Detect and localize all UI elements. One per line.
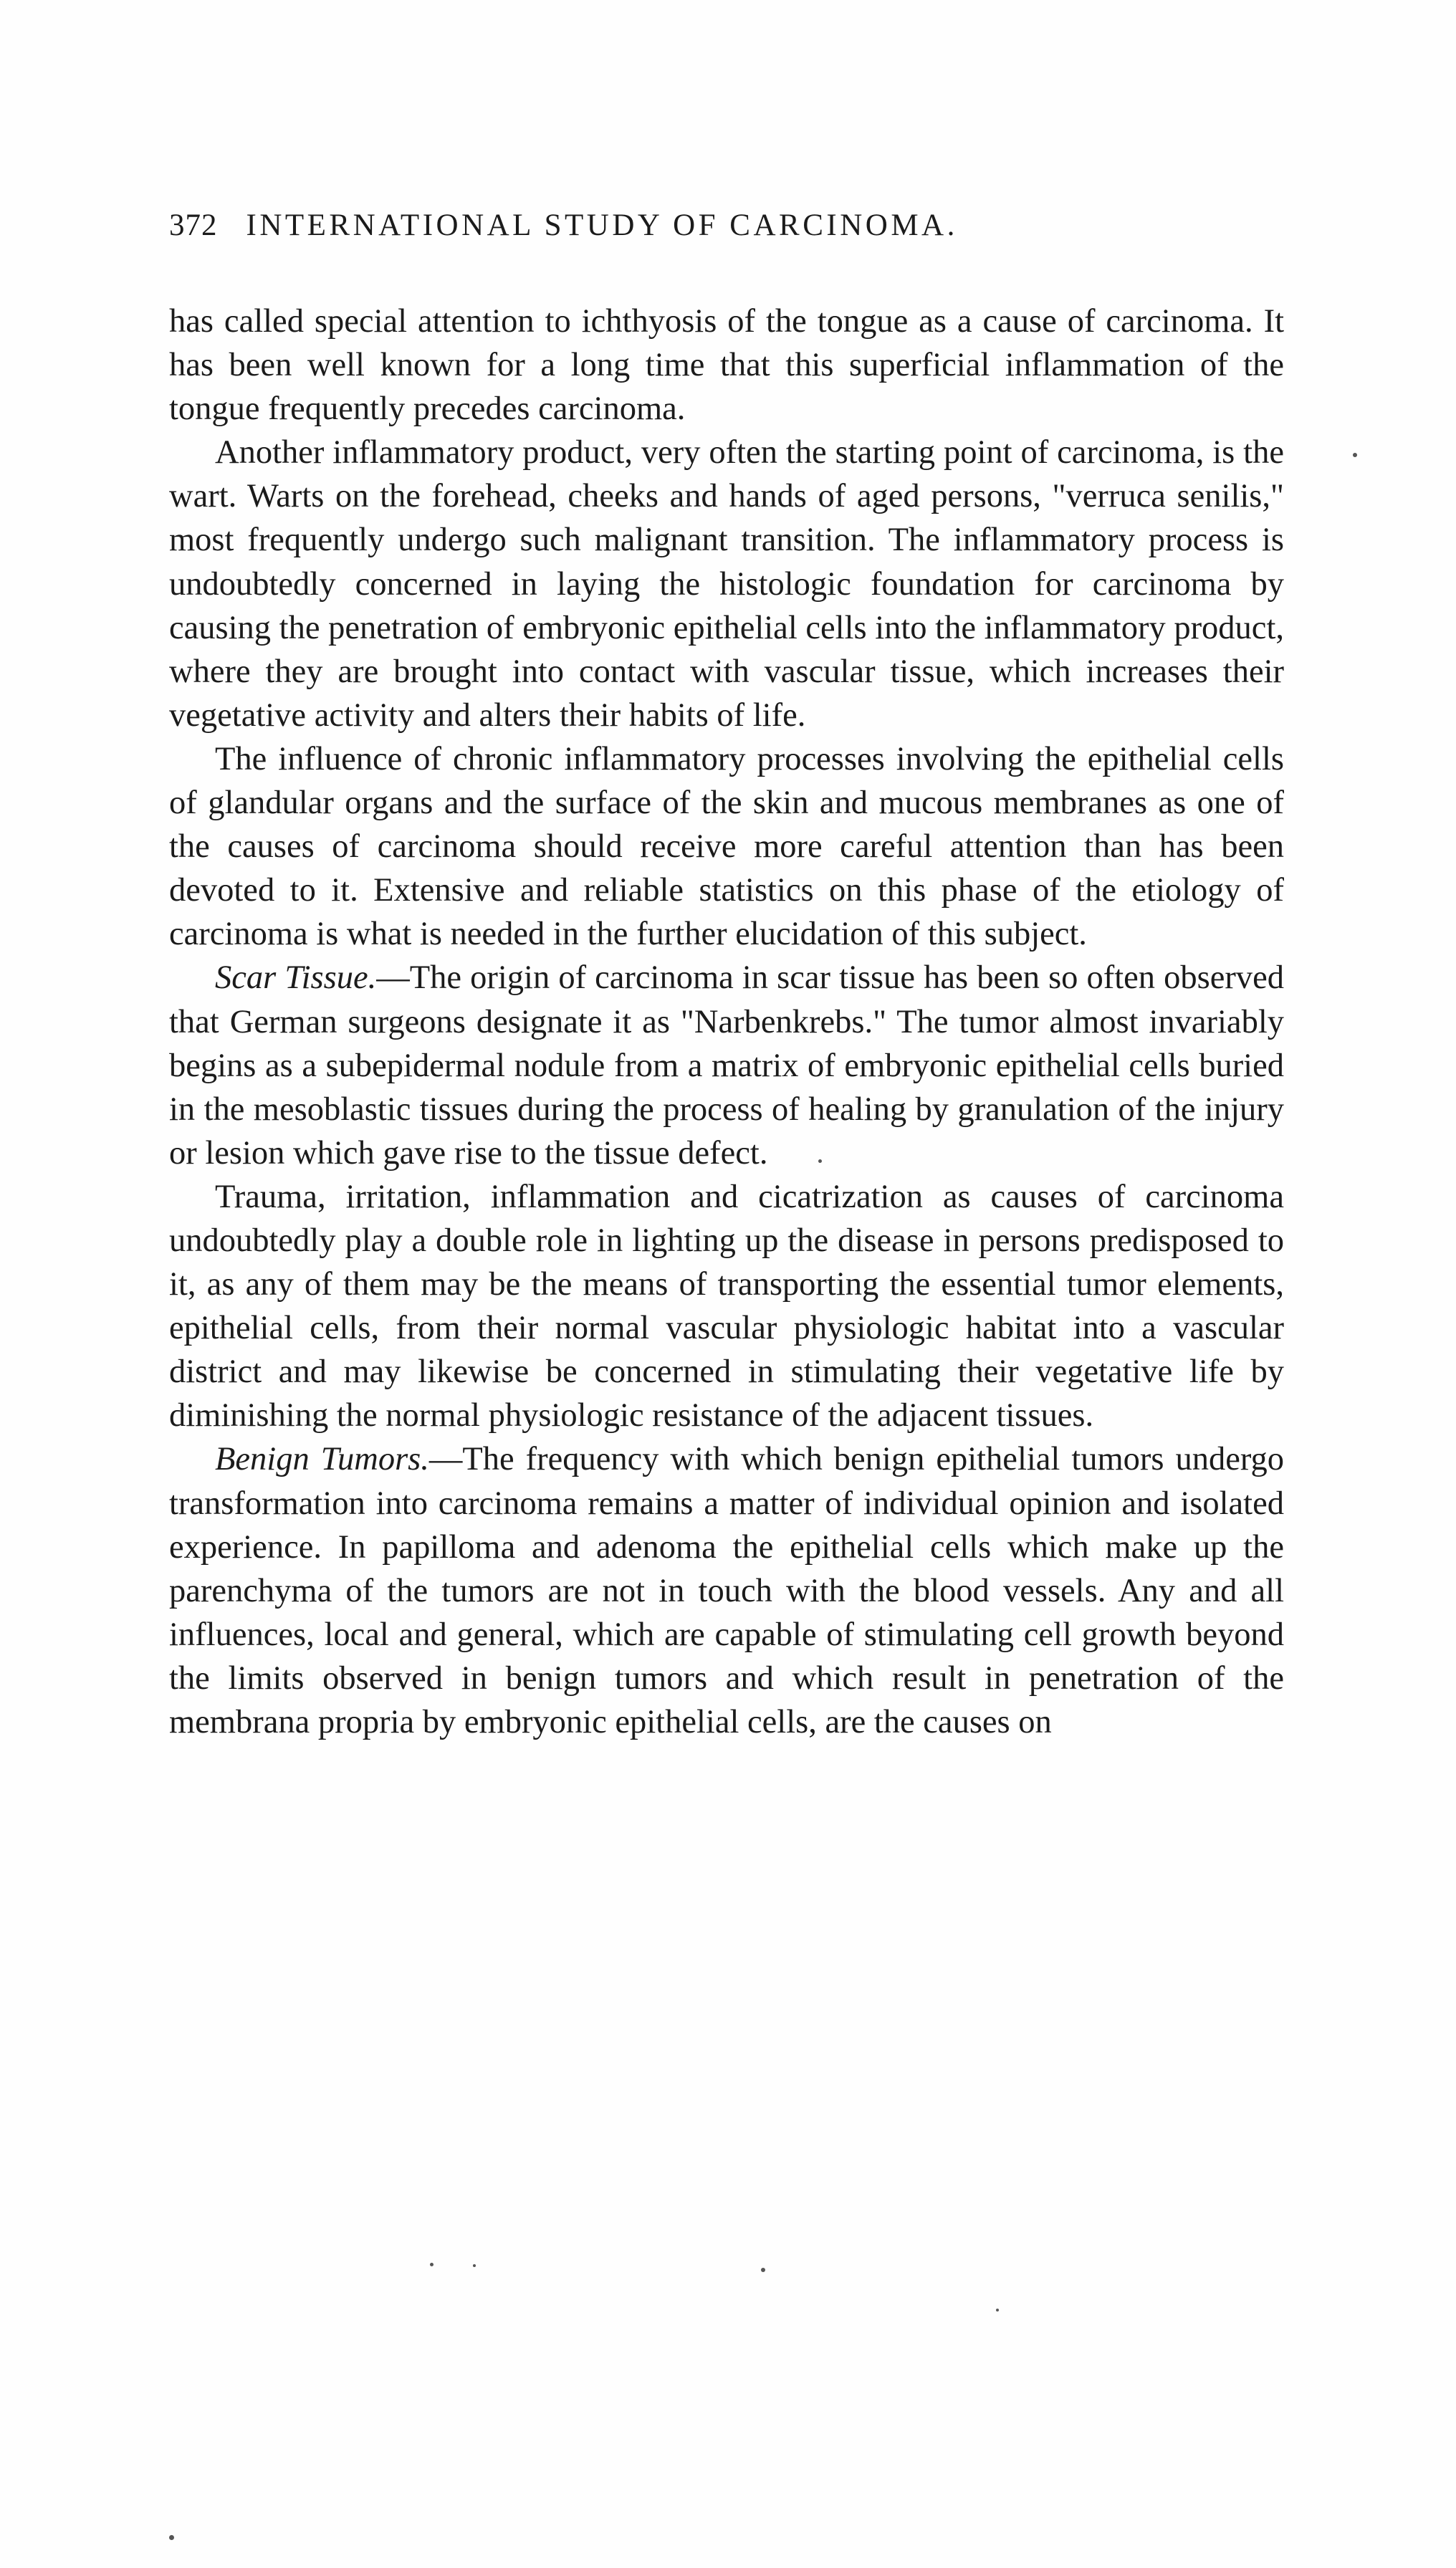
scan-speck — [473, 2264, 476, 2267]
section-run-in-heading: Scar Tissue. — [215, 959, 377, 997]
page-number: 372 — [169, 209, 218, 242]
paragraph-text: Another inflammatory product, very often the starting point of carcinoma, is the wart. Warts on the forehead, cheeks and hands of aged persons, "verruca senilis," most frequently undergo such malignant transition. The inflammatory process is undoubtedly concerned in laying the histologic foundation for carcinoma by causing the penetration of embryonic epithelial cells into the inflammatory product, where they are brought into contact with vascular tissue, which increases their vegetative activity and alters their habits of life. — [169, 434, 1284, 734]
scan-speck — [996, 2309, 999, 2311]
paragraph-text: —The origin of carcinoma in scar tissue has been so often observed that German surgeons designate it as "Narbenkrebs." The tumor almost invariably begins as a subepidermal nodule from a matrix of embryonic epithelial cells buried in the mesoblastic tissues during the process of healing by granulation of the injury or lesion which gave rise to the tissue defect. — [169, 959, 1285, 1172]
scan-speck — [818, 1159, 822, 1163]
paragraph-chronic-inflammation — [169, 737, 1284, 956]
running-title: INTERNATIONAL STUDY OF CARCINOMA. — [246, 209, 958, 242]
body-text — [169, 300, 1284, 1744]
paragraph-text: The influence of chronic inflammatory processes involving the epithelial cells of glandular organs and the surface of the skin and mucous membranes as one of the causes of carcinoma should receive more careful attention than has been devoted to it. Extensive and reliable statistics on this phase of the etiology of carcinoma is what is needed in the further elucidation of this subject. — [169, 740, 1284, 953]
section-run-in-heading: Benign Tumors. — [215, 1441, 429, 1478]
paragraph-text: —The frequency with which benign epithelial tumors undergo transformation into carcinoma remains a matter of individual opinion and isolated experience. In papilloma and adenoma the epithelial cells which make up the parenchyma of the tumors are not in touch with the blood vessels. Any and all influences, local and general, which are capable of stimulating cell growth beyond the limits observed in benign tumors and which result in penetration of the membrana propria by embryonic epithelial cells, are the causes on — [169, 1441, 1285, 1740]
scan-speck — [169, 2535, 174, 2540]
scan-speck — [430, 2263, 434, 2266]
paragraph-text: Trauma, irritation, inflammation and cicatrization as causes of carcinoma undoubtedly play a double role in lighting up the disease in persons predisposed to it, as any of them may be the means of transporting the essential tumor elements, epithelial cells, from their normal vascular physiologic habitat into a vascular district and may likewise be concerned in stimulating their vegetative life by diminishing the normal physiologic resistance of the adjacent tissues. — [169, 1178, 1284, 1434]
paragraph-scar-tissue — [169, 956, 1284, 1174]
scan-speck — [1353, 453, 1357, 457]
scan-speck — [761, 2268, 765, 2272]
running-head — [169, 208, 1284, 265]
paragraph-text: has called special attention to ichthyosis of the tongue as a cause of carcinoma. It has been well known for a long time that this superficial inflammation of the tongue frequently precedes carcinoma. — [169, 303, 1284, 428]
paragraph-wart — [169, 431, 1284, 737]
paragraph-benign-tumors — [169, 1437, 1284, 1744]
paragraph-ichthyosis — [169, 300, 1284, 431]
book-page — [169, 208, 1284, 1744]
paragraph-trauma — [169, 1175, 1284, 1438]
